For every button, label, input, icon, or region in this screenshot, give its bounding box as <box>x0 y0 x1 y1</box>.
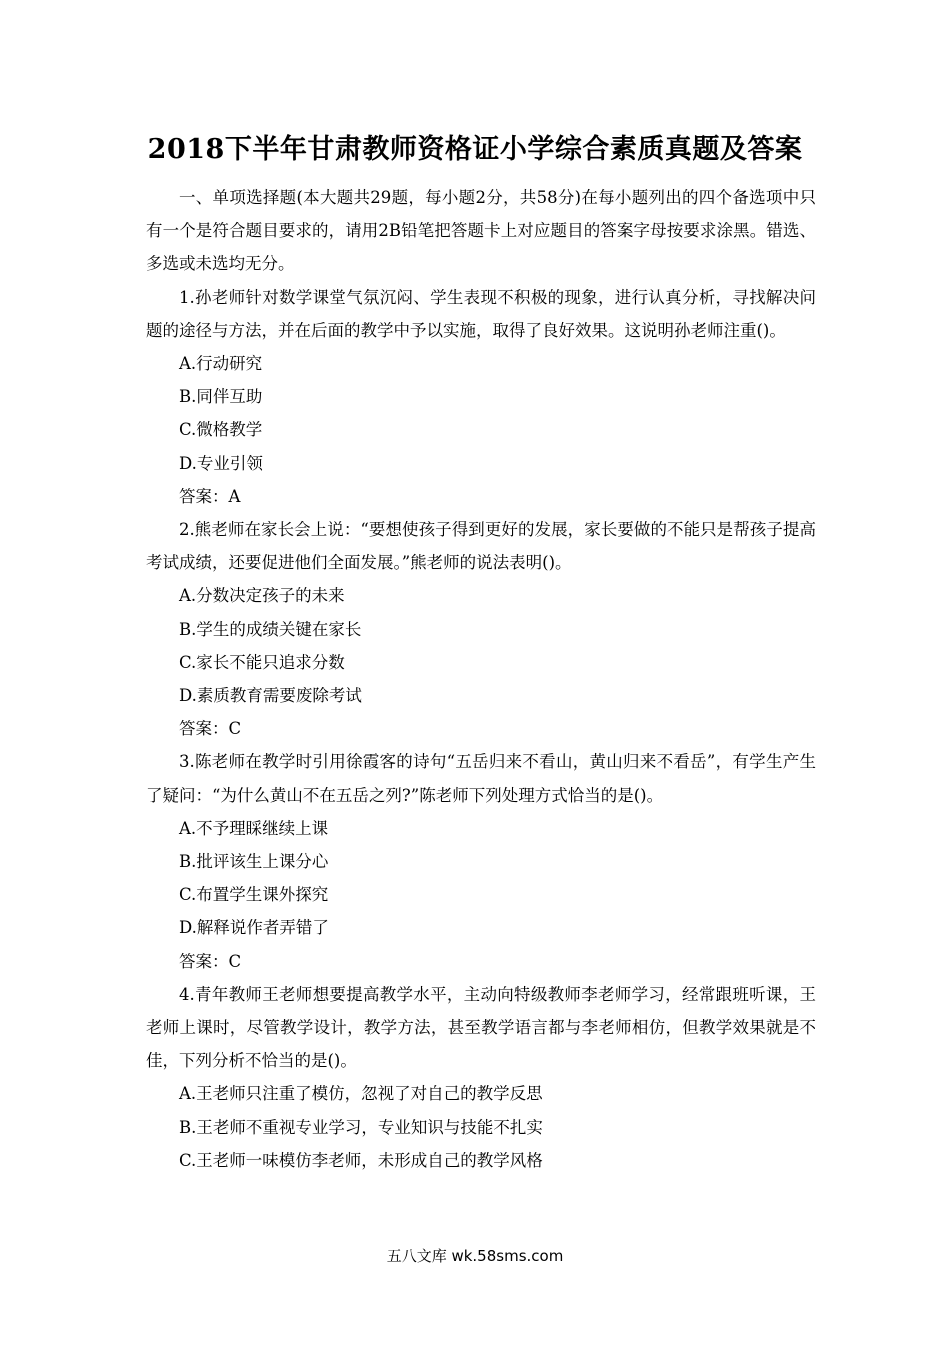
question-1-option-c: C.微格教学 <box>179 420 263 440</box>
question-2-stem: 2.熊老师在家长会上说：“要想使孩子得到更好的发展，家长要做的不能只是帮孩子提高考试成绩，还要促进他们全面发展。”熊老师的说法表明()。 <box>146 520 816 573</box>
question-2-option-b: B.学生的成绩关键在家长 <box>179 619 362 639</box>
question-2-option-c: C.家长不能只追求分数 <box>179 652 345 672</box>
question-3-option-a: A.不予理睬继续上课 <box>179 818 329 838</box>
question-4-stem: 4.青年教师王老师想要提高教学水平，主动向特级教师李老师学习，经常跟班听课，王老师上课时，尽管教学设计，教学方法，甚至教学语言都与李老师相仿，但教学效果就是不佳，下列分析不恰当的是()。 <box>146 984 816 1071</box>
question-1-option-d: D.专业引领 <box>179 453 263 473</box>
question-1-stem: 1.孙老师针对数学课堂气氛沉闷、学生表现不积极的现象，进行认真分析，寻找解决问题的途径与方法，并在后面的教学中予以实施，取得了良好效果。这说明孙老师注重()。 <box>146 287 816 340</box>
question-4-option-b: B.王老师不重视专业学习，专业知识与技能不扎实 <box>179 1117 543 1137</box>
question-2-answer: 答案：C <box>179 719 242 739</box>
section-intro: 一、单项选择题(本大题共29题，每小题2分，共58分)在每小题列出的四个备选项中只有一个是符合题目要求的，请用2B铅笔把答题卡上对应题目的答案字母按要求涂黑。错选、多选或未选均无分。 <box>146 188 816 274</box>
question-1-option-a: A.行动研究 <box>179 354 263 374</box>
document-body <box>146 181 816 1177</box>
question-3-option-c: C.布置学生课外探究 <box>179 885 329 905</box>
question-1-answer: 答案：A <box>179 486 241 506</box>
question-4-option-a: A.王老师只注重了模仿，忽视了对自己的教学反思 <box>179 1084 543 1104</box>
question-3-answer: 答案：C <box>179 951 242 971</box>
question-3-stem: 3.陈老师在教学时引用徐霞客的诗句“五岳归来不看山，黄山归来不看岳”，有学生产生了疑问：“为什么黄山不在五岳之列?”陈老师下列处理方式恰当的是()。 <box>146 752 816 805</box>
page-footer: 五八文库 wk.58sms.com <box>386 1247 564 1265</box>
question-2-option-d: D.素质教育需要废除考试 <box>179 686 362 706</box>
question-3-option-b: B.批评该生上课分心 <box>179 852 329 872</box>
question-4-option-c: C.王老师一味模仿李老师，未形成自己的教学风格 <box>179 1150 543 1170</box>
question-2-option-a: A.分数决定孩子的未来 <box>179 586 345 606</box>
question-1-option-b: B.同伴互助 <box>179 387 263 407</box>
page-title: 2018下半年甘肃教师资格证小学综合素质真题及答案 <box>147 134 803 165</box>
question-3-option-d: D.解释说作者弄错了 <box>179 918 329 938</box>
